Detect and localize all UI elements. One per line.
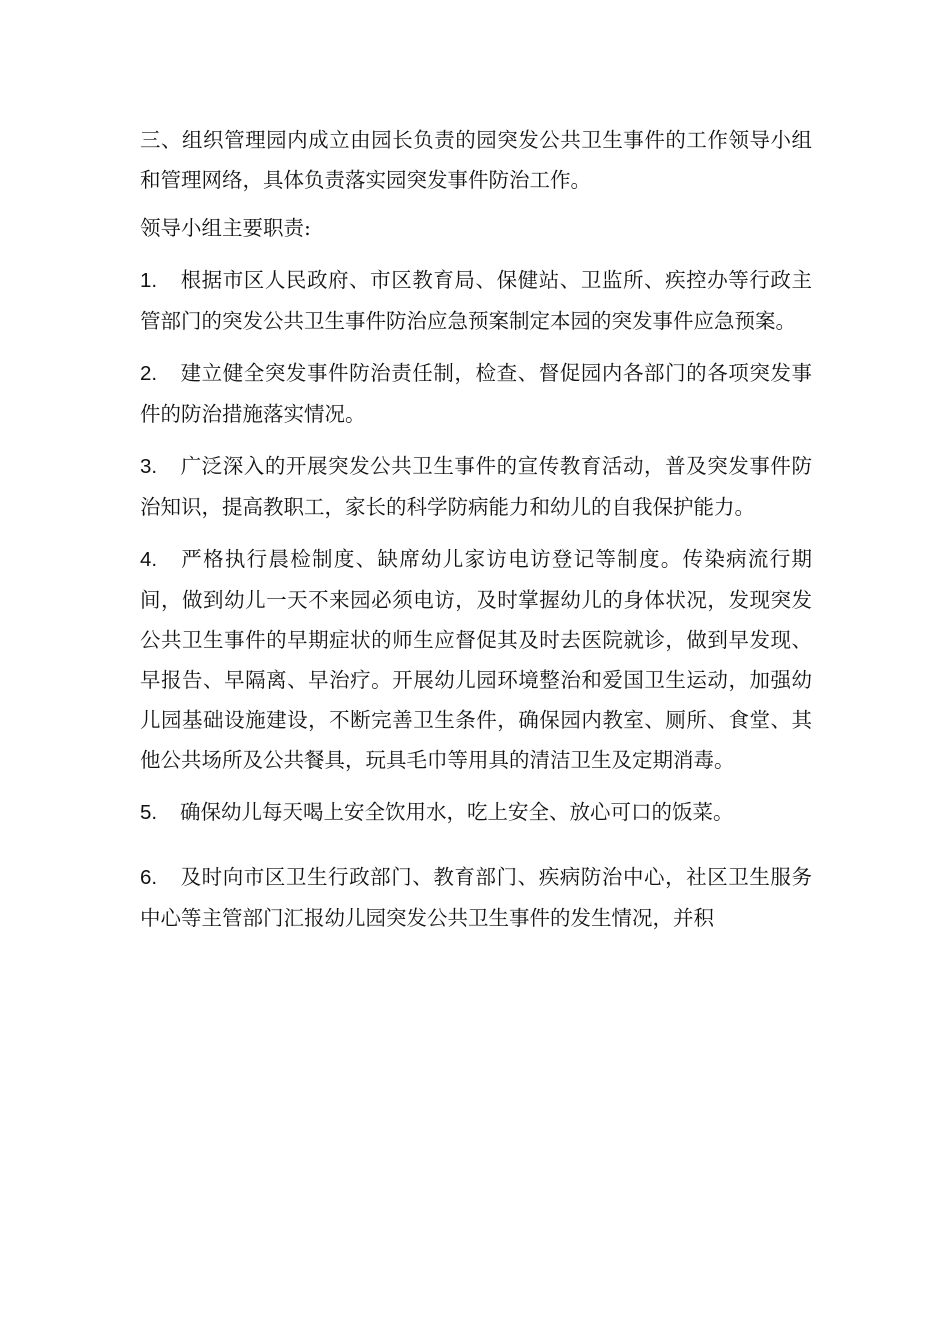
list-item	[140, 792, 812, 833]
item-number: 3.	[140, 455, 158, 478]
document-page	[140, 120, 812, 950]
list-item	[140, 353, 812, 434]
list-item	[140, 446, 812, 527]
item-text: 广泛深入的开展突发公共卫生事件的宣传教育活动，普及突发事件防治知识，提高教职工，家长的科学防病能力和幼儿的自我保护能力。	[140, 454, 812, 519]
intro-paragraph: 三、组织管理园内成立由园长负责的园突发公共卫生事件的工作领导小组和管理网络，具体负责落实园突发事件防治工作。	[140, 128, 812, 192]
item-number: 5.	[140, 801, 158, 824]
list-item	[140, 260, 812, 341]
item-text: 及时向市区卫生行政部门、教育部门、疾病防治中心，社区卫生服务中心等主管部门汇报幼儿园突发公共卫生事件的发生情况，并积	[140, 865, 812, 930]
item-text: 根据市区人民政府、市区教育局、保健站、卫监所、疾控办等行政主管部门的突发公共卫生事件防治应急预案制定本园的突发事件应急预案。	[140, 268, 812, 333]
section-title: 领导小组主要职责:	[140, 216, 311, 240]
item-text: 严格执行晨检制度、缺席幼儿家访电访登记等制度。传染病流行期间，做到幼儿一天不来园必须电访，及时掌握幼儿的身体状况，发现突发公共卫生事件的早期症状的师生应督促其及时去医院就诊，做到早发现、早报告、早隔离、早治疗。开展幼儿园环境整治和爱国卫生运动，加强幼儿园基础设施建设，不断完善卫生条件，确保园内教室、厕所、食堂、其他公共场所及公共餐具，玩具毛巾等用具的清洁卫生及定期消毒。	[140, 547, 812, 772]
item-text: 建立健全突发事件防治责任制，检查、督促园内各部门的各项突发事件的防治措施落实情况。	[140, 361, 812, 426]
item-number: 2.	[140, 362, 158, 385]
item-number: 1.	[140, 269, 158, 292]
list-item	[140, 857, 812, 938]
item-number: 6.	[140, 866, 158, 889]
list-item	[140, 539, 812, 780]
item-number: 4.	[140, 548, 158, 571]
item-text: 确保幼儿每天喝上安全饮用水，吃上安全、放心可口的饭菜。	[180, 800, 734, 824]
